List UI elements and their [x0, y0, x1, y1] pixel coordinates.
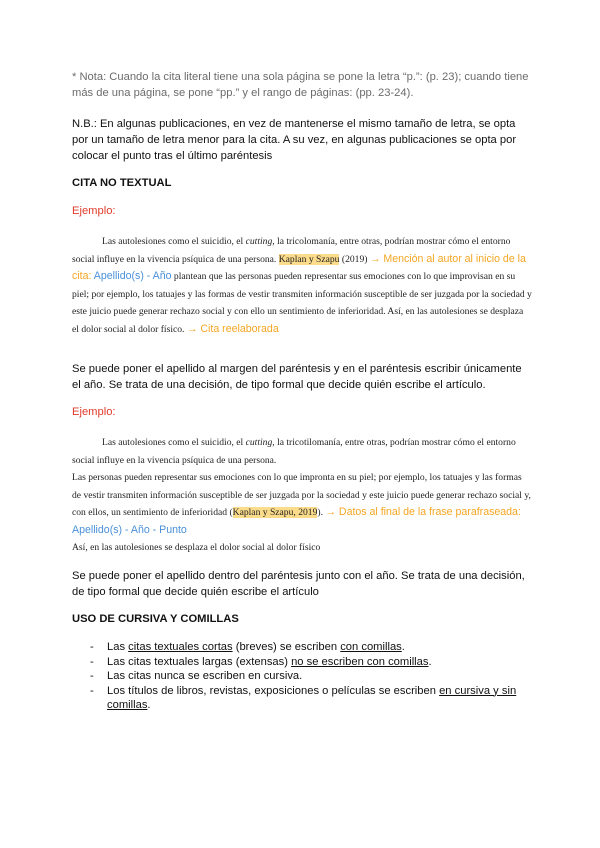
bullet2-text-a: Las citas textuales largas (extensas)	[107, 655, 292, 668]
quote1-annotation-format: Apellido(s) - Año	[93, 270, 172, 282]
paragraph-apellido-dentro: Se puede poner el apellido dentro del paréntesis junto con el año. Se trata de una decisión, de tipo formal que decide quién escribe el artículo	[72, 570, 525, 598]
quote2-paragraph-1	[72, 434, 532, 469]
bullet1-period: .	[401, 641, 405, 653]
quote1-annotation-author: → Mención al autor al inicio de la cita:	[72, 252, 526, 282]
bullet2-underlined: no se escriben con comillas	[291, 655, 429, 668]
quote2-year-highlight: 2019	[298, 507, 318, 518]
quote2-line1b: , la tricotilomanía, entre otras, podrían mostrar cómo el entorno social influye en la vivencia psíquica de una persona.	[72, 437, 516, 466]
bullet3-text: Las citas nunca se escriben en cursiva.	[107, 670, 303, 682]
list-item	[72, 655, 532, 670]
quote2-cutting: cutting	[245, 437, 273, 448]
bullet-dash: -	[90, 684, 94, 697]
quote1-text-a: Las autolesiones como el suicidio, el	[102, 236, 246, 247]
quote2-close: ).	[317, 507, 326, 518]
quote2-line1a: Las autolesiones como el suicidio, el	[102, 437, 246, 448]
list-item	[72, 684, 532, 713]
bullet1-underlined-a: citas textuales cortas	[128, 641, 233, 653]
quote2-annotation-final: → Datos al final de la frase parafraseada:	[325, 506, 521, 518]
quote2-paragraph-2	[72, 469, 532, 539]
quote1-annotation-reelaborada: → Cita reelaborada	[186, 322, 279, 335]
citation-note: * Nota: Cuando la cita literal tiene una sola página se pone la letra “p.”: (p. 23); cuando tiene más de una página, se pone “pp.” y el rango de páginas: (pp. 23-24).	[72, 71, 529, 99]
section-title-cursiva-comillas: USO DE CURSIVA Y COMILLAS	[72, 613, 239, 625]
paragraph-apellido-margen: Se puede poner el apellido al margen del paréntesis y en el paréntesis escribir únicamente el año. Se trata de una decisión, de tipo formal que decide quién escribe el artículo.	[72, 363, 522, 391]
example-quote-2	[72, 434, 532, 557]
example-quote-1	[72, 233, 532, 338]
quote1-year: (2019)	[339, 253, 370, 265]
section-title-cita-no-textual: CITA NO TEXTUAL	[72, 177, 172, 189]
bullet4-period: .	[147, 699, 151, 711]
list-item	[72, 640, 532, 655]
usage-bullet-list	[72, 640, 532, 713]
quote1-cutting: cutting	[245, 236, 273, 247]
bullet1-text-b: (breves) se escriben	[232, 641, 341, 653]
bullet4-underlined: en cursiva y sin comillas	[107, 684, 517, 711]
quote1-text-b: , la tricolomanía, entre otras, podrían mostrar cómo el entorno social influye en la vivencia psíquica de una persona.	[72, 236, 511, 265]
quote2-annotation-format: Apellido(s) - Año - Punto	[72, 523, 187, 536]
quote2-author-highlight: Kaplan y Szapu	[232, 507, 294, 518]
bullet4-text-a: Los títulos de libros, revistas, exposiciones o películas se escriben	[107, 684, 440, 697]
nb-paragraph: N.B.: En algunas publicaciones, en vez de mantenerse el mismo tamaño de letra, se opta por un tamaño de letra menor para la cita. A su vez, en algunas publicaciones se opta por colocar el punto tras el último paréntesis	[72, 118, 517, 162]
quote2-paragraph-3: Así, en las autolesiones se desplaza el dolor social al dolor físico	[72, 542, 321, 553]
example-label-2: Ejemplo:	[72, 406, 116, 418]
bullet1-underlined-b: con comillas	[340, 641, 402, 653]
bullet2-period: .	[428, 655, 432, 668]
quote1-text-c: plantean que las personas pueden representar sus emociones con lo que improvisan en su piel; por ejemplo, los tatuajes y las formas de vestir transmiten información susceptible de ser juzgada por la sociedad y este juicio puede generar rechazo social y con ello un sentimiento de inferioridad. Así, en las autolesiones se desplaza el dolor social al dolor físico.	[72, 271, 532, 335]
quote2-comma: ,	[293, 507, 299, 518]
list-item	[72, 669, 532, 684]
bullet-dash: -	[90, 670, 94, 682]
example-label-1: Ejemplo:	[72, 205, 116, 217]
bullet1-text-a: Las	[107, 641, 129, 653]
bullet-dash: -	[90, 641, 94, 653]
quote1-author-highlight: Kaplan y Szapu	[278, 253, 340, 265]
bullet-dash: -	[90, 655, 94, 668]
quote2-line2a: Las personas pueden representar sus emociones con lo que impronta en su piel; por ejemplo, los tatuajes y las formas de vestir transmiten información susceptible de ser juzgada por la sociedad y este juicio puede generar rechazo social y, con ellos, un sentimiento de inferioridad (	[72, 472, 531, 518]
